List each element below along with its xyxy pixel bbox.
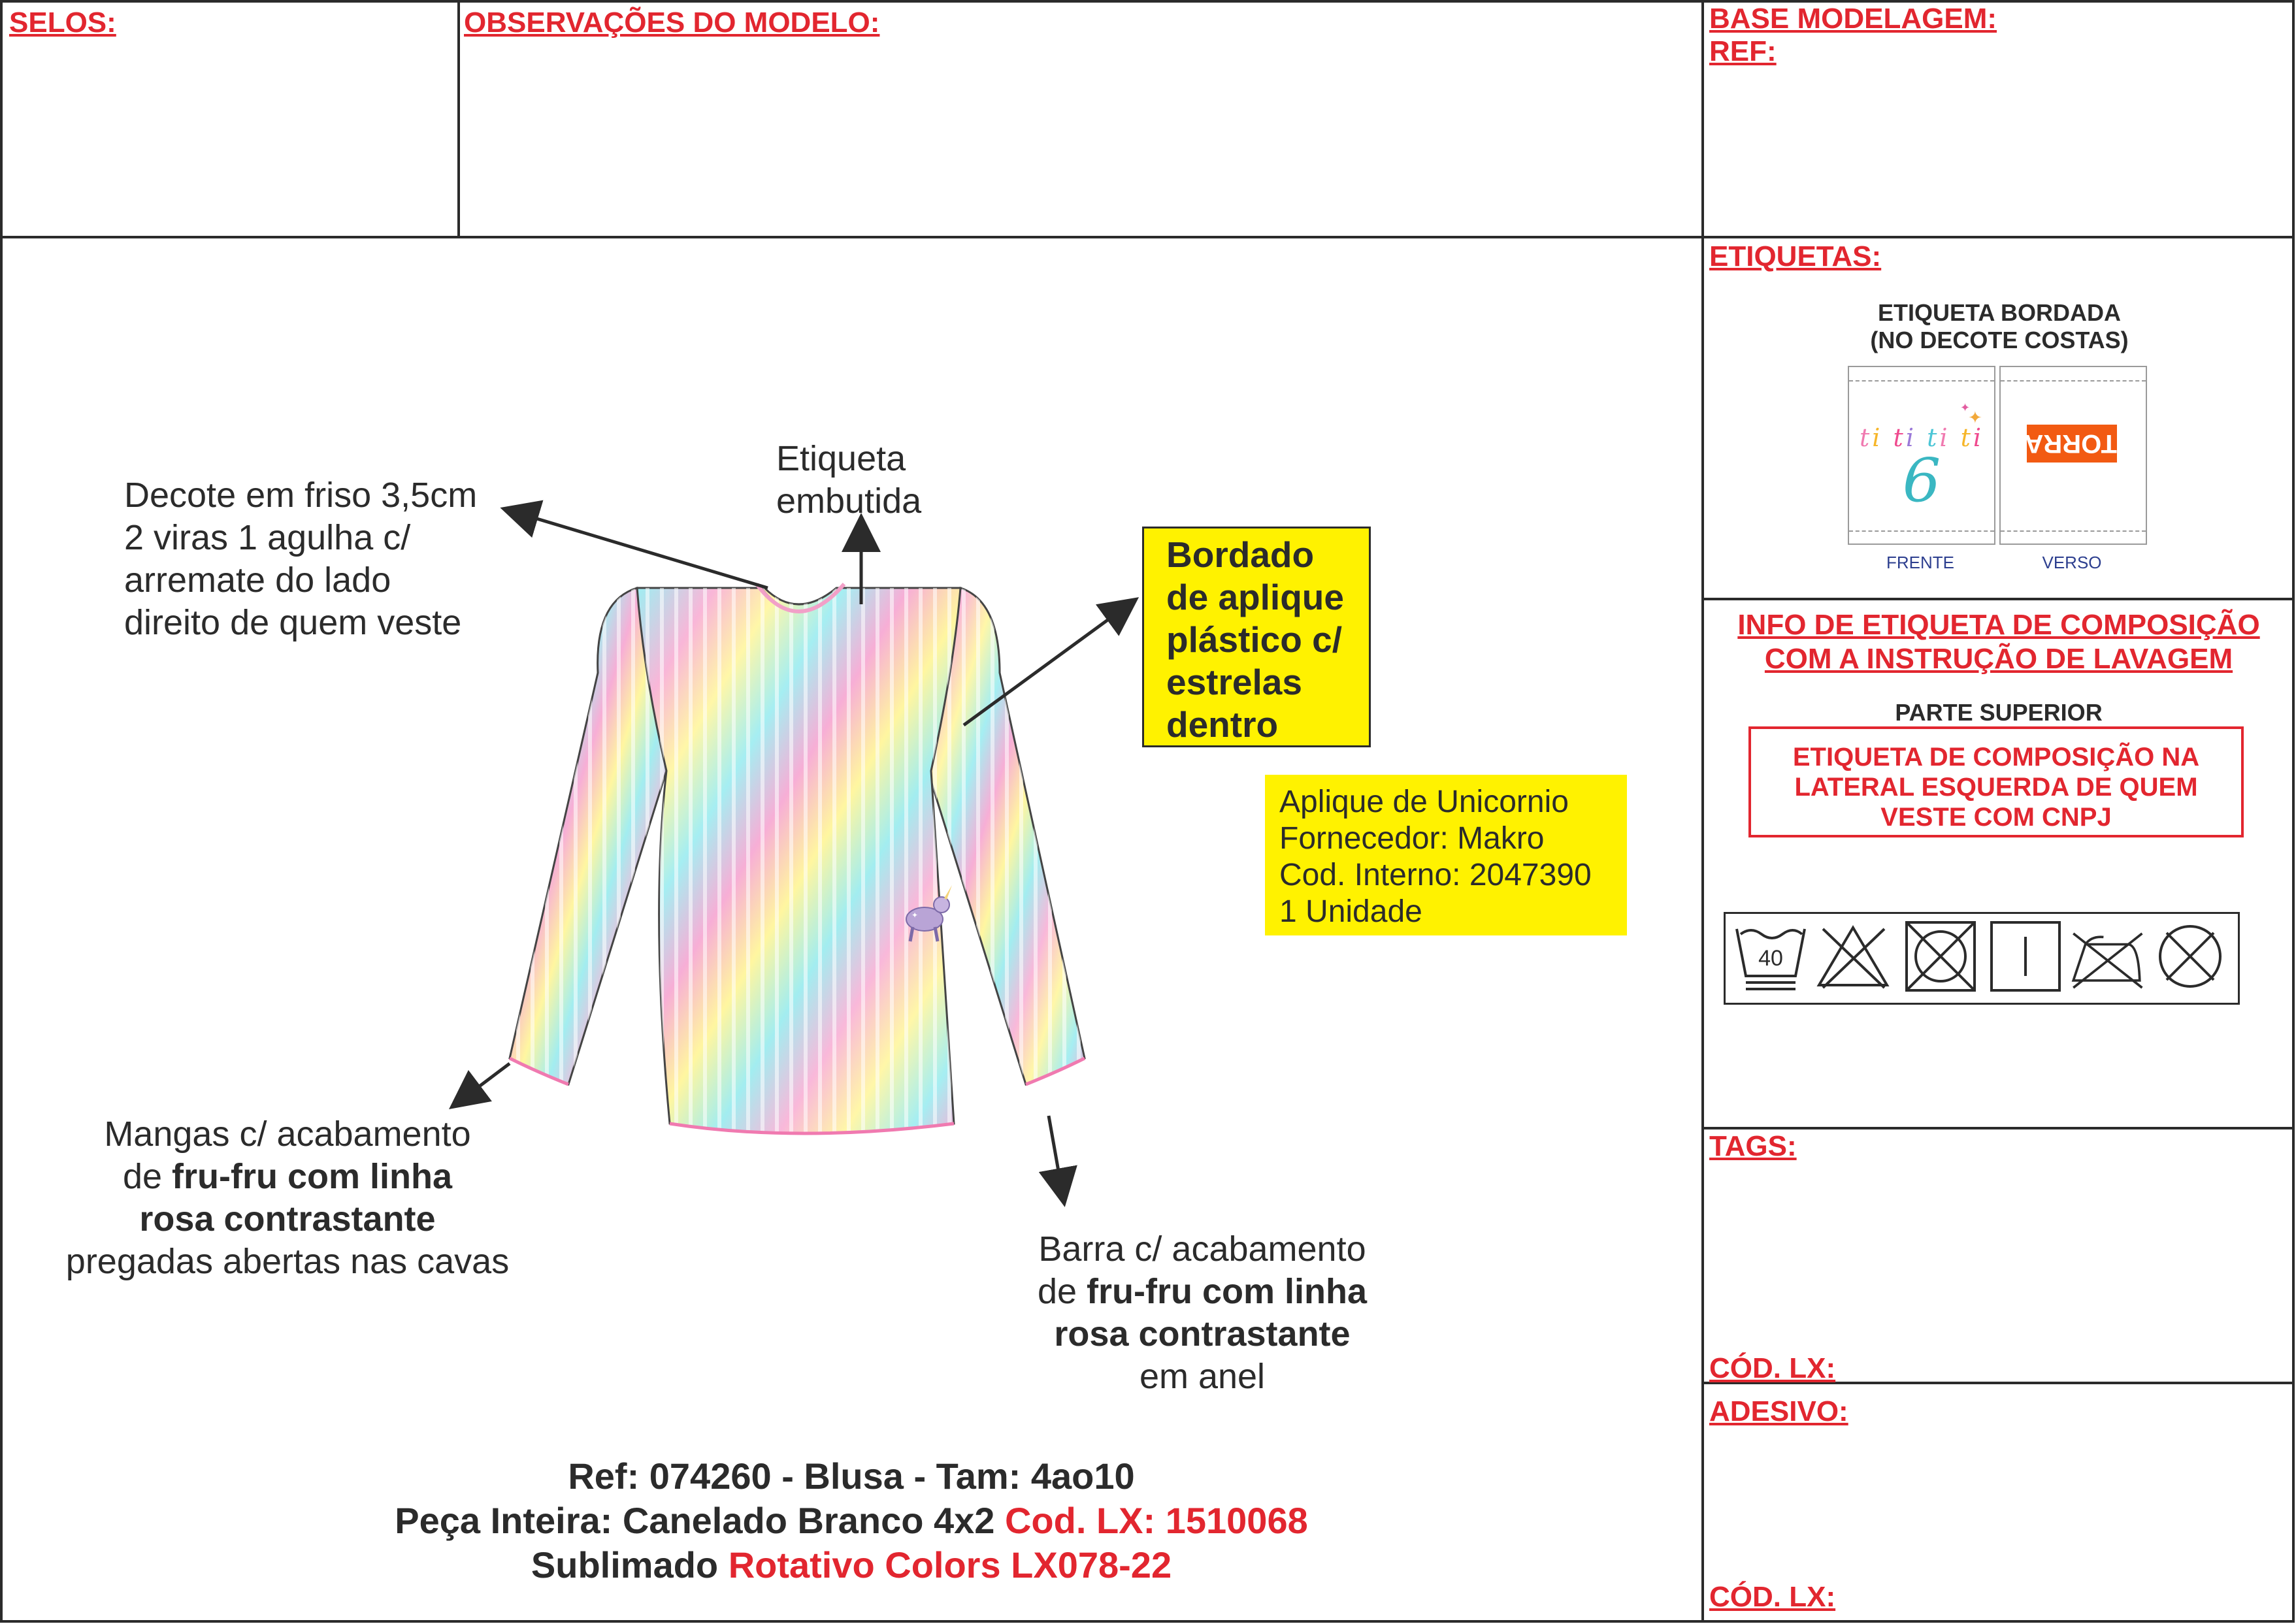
etiqueta-note-line: Etiqueta (776, 439, 906, 478)
parte-superior-label: PARTE SUPERIOR (1895, 699, 2103, 726)
barra-note (941, 1228, 1464, 1398)
mangas-note (26, 1113, 549, 1283)
composicao-box-line-3: VESTE COM CNPJ (1880, 803, 2112, 832)
adesivo-header: ADESIVO: (1709, 1395, 1848, 1427)
tags-header: TAGS: (1709, 1130, 1797, 1162)
bordado-line: de aplique (1166, 577, 1344, 617)
back-brand-logo: TORRA (2027, 425, 2117, 463)
composicao-box-line-2: LATERAL ESQUERDA DE QUEM (1794, 773, 2198, 802)
decote-note-line: direito de quem veste (124, 603, 462, 642)
verso-label: VERSO (2042, 553, 2102, 572)
aplique-callout (1265, 775, 1627, 935)
mangas-line: de (122, 1157, 172, 1196)
barra-line-bold: fru-fru com linha (1087, 1272, 1368, 1311)
bordado-line: Bordado (1166, 534, 1315, 575)
wash-temp-text: 40 (1758, 946, 1783, 971)
decote-note-line: 2 viras 1 agulha c/ (124, 518, 411, 557)
composicao-header-2: COM A INSTRUÇÃO DE LAVAGEM (1764, 643, 2233, 675)
composicao-box-line-1: ETIQUETA DE COMPOSIÇÃO NA (1792, 743, 2200, 771)
decote-note-line: arremate do lado (124, 560, 391, 600)
composicao-header-1: INFO DE ETIQUETA DE COMPOSIÇÃO (1737, 609, 2260, 641)
footer-fabric: Peça Inteira: Canelado Branco 4x2 (395, 1500, 1005, 1541)
sparkle-icon: ✦ (1968, 408, 1982, 427)
aplique-line: 1 Unidade (1279, 894, 1422, 929)
observacoes-header: OBSERVAÇÕES DO MODELO: (464, 7, 880, 39)
etiqueta-note-line: embutida (776, 481, 922, 521)
bordado-callout (1142, 527, 1371, 747)
footer-sublimado: Sublimado (531, 1544, 729, 1585)
footer-sublimado-code: Rotativo Colors LX078-22 (728, 1544, 1172, 1585)
barra-line: Barra c/ acabamento (1038, 1229, 1366, 1269)
aplique-line: Fornecedor: Makro (1279, 821, 1545, 856)
aplique-line: Cod. Interno: 2047390 (1279, 858, 1592, 892)
base-modelagem-header: BASE MODELAGEM: (1709, 3, 1997, 35)
bordado-line: plástico c/ (1166, 619, 1342, 660)
mangas-line-bold: rosa contrastante (139, 1199, 436, 1239)
label-caption-line-2: (NO DECOTE COSTAS) (1870, 327, 2129, 353)
tags-cod-lx: CÓD. LX: (1709, 1352, 1836, 1384)
sparkle-small-icon: ✦ (1960, 401, 1971, 414)
mangas-line-bold: fru-fru com linha (172, 1157, 453, 1196)
adesivo-cod-lx: CÓD. LX: (1709, 1581, 1836, 1613)
barra-line: em anel (1139, 1357, 1266, 1396)
mangas-line: Mangas c/ acabamento (104, 1114, 471, 1154)
selos-header: SELOS: (9, 7, 116, 39)
bordado-line: dentro (1166, 704, 1279, 745)
svg-text:✦: ✦ (911, 911, 919, 920)
barra-line: de (1037, 1272, 1087, 1311)
footer-ref: Ref: 074260 - Blusa - Tam: 4ao10 (568, 1455, 1135, 1497)
label-front: ti ti ti ti 6 ✦ ✦ (1848, 366, 1995, 545)
barra-line-bold: rosa contrastante (1054, 1314, 1351, 1354)
aplique-line: Aplique de Unicornio (1279, 785, 1569, 819)
front-size-text: 6 (1902, 446, 1941, 515)
footer-spec (0, 1454, 1703, 1587)
ref-header: REF: (1709, 35, 1777, 67)
decote-note-line: Decote em friso 3,5cm (124, 476, 478, 515)
etiqueta-note (776, 438, 921, 523)
mangas-line: pregadas abertas nas cavas (65, 1242, 510, 1281)
frente-label: FRENTE (1886, 553, 1954, 572)
footer-fabric-code: Cod. LX: 1510068 (1004, 1500, 1308, 1541)
label-caption-line-1: ETIQUETA BORDADA (1878, 299, 2121, 326)
decote-note (124, 474, 477, 644)
etiquetas-header: ETIQUETAS: (1709, 240, 1882, 272)
bordado-line: estrelas (1166, 662, 1302, 702)
